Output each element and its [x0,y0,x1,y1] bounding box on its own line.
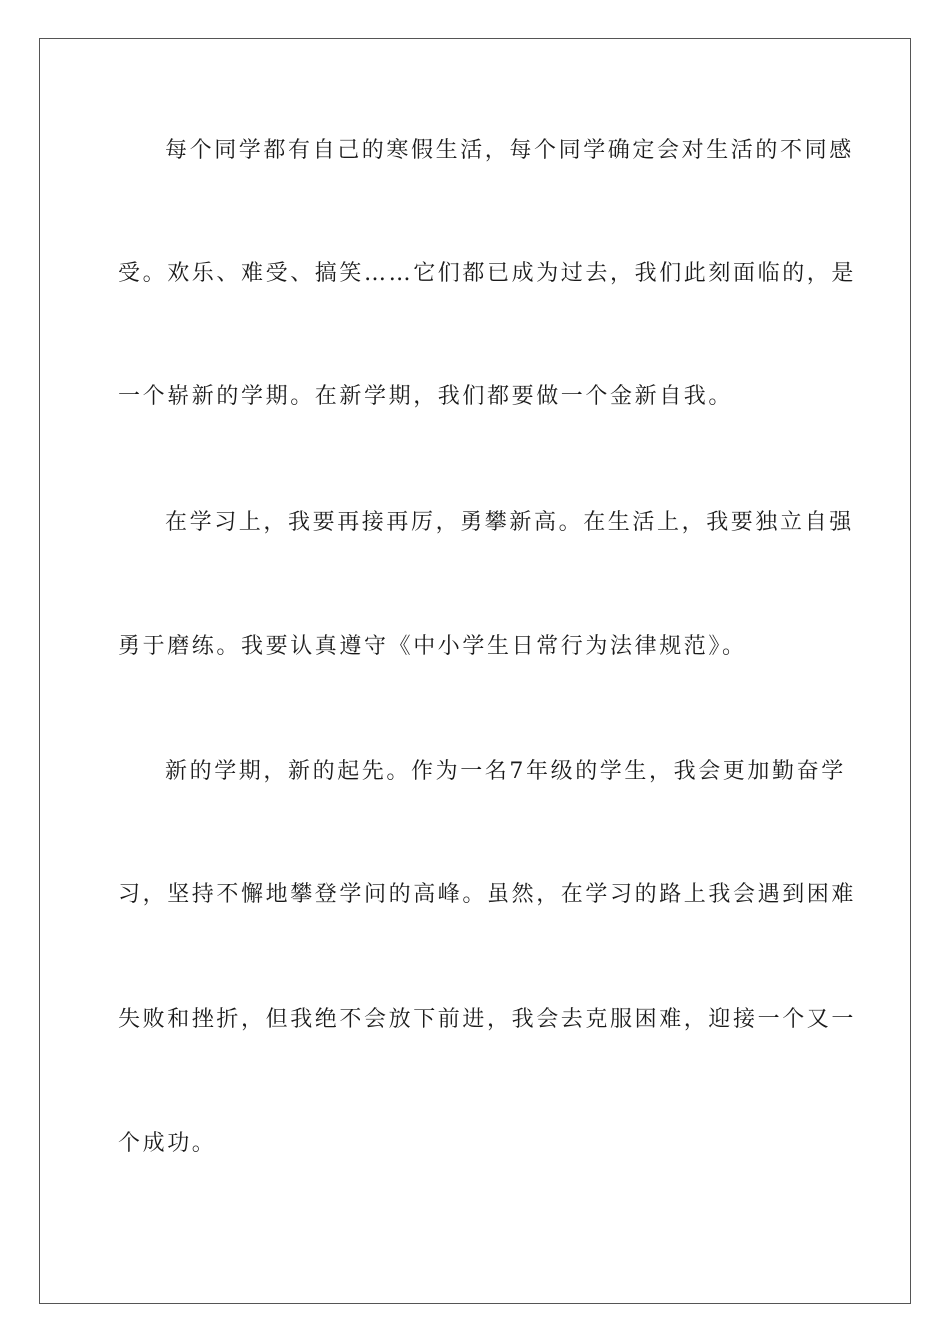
paragraph-3-line-1: 新的学期，新的起先。作为一名7年级的学生，我会更加勤奋学 [165,759,846,784]
paragraph-2-line-1: 在学习上，我要再接再厉，勇攀新高。在生活上，我要独立自强 [165,510,854,535]
paragraph-3-line-2: 习，坚持不懈地攀登学问的高峰。虽然，在学习的路上我会遇到困难 [118,882,857,907]
paragraph-3-line-3: 失败和挫折，但我绝不会放下前进，我会去克服困难，迎接一个又一 [118,1007,857,1032]
page-border [39,38,911,1304]
paragraph-3-line-4: 个成功。 [118,1131,217,1156]
paragraph-1-line-3: 一个崭新的学期。在新学期，我们都要做一个金新自我。 [118,384,734,409]
paragraph-1-line-2: 受。欢乐、难受、搞笑……它们都已成为过去，我们此刻面临的，是 [118,261,857,286]
paragraph-2-line-2: 勇于磨练。我要认真遵守《中小学生日常行为法律规范》。 [118,634,747,659]
paragraph-1-line-1: 每个同学都有自己的寒假生活，每个同学确定会对生活的不同感 [165,138,854,163]
